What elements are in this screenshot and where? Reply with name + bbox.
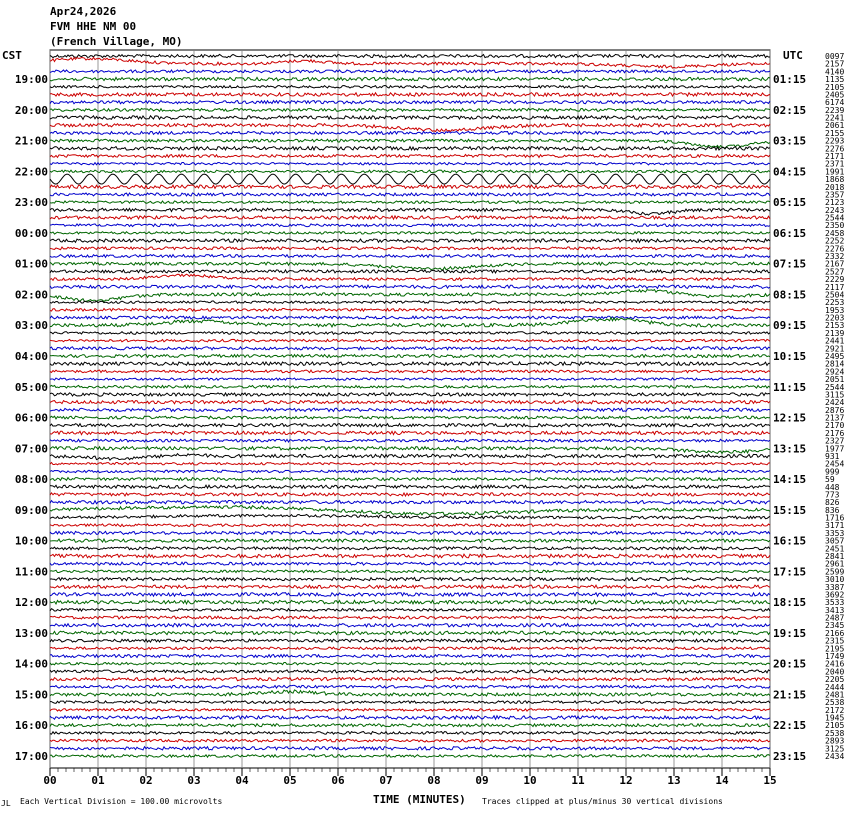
left-hour-label: 02:00	[14, 288, 48, 302]
left-hour-label: 20:00	[14, 103, 48, 117]
trace-60	[50, 514, 770, 519]
trace-rms-label: 4140	[825, 67, 845, 77]
x-tick-label: 07	[379, 774, 393, 787]
left-hour-label: 06:00	[14, 411, 48, 425]
left-hour-label: 17:00	[14, 750, 48, 763]
trace-25	[50, 247, 770, 250]
trace-rms-label: 2167	[825, 259, 845, 269]
trace-9	[50, 124, 770, 132]
trace-34	[50, 316, 770, 319]
x-tick-label: 00	[43, 774, 57, 787]
trace-rms-label: 1953	[825, 305, 845, 315]
trace-rms-label: 2332	[825, 252, 845, 261]
trace-63	[50, 539, 770, 542]
trace-6	[50, 101, 770, 104]
trace-14	[50, 163, 770, 165]
trace-rms-label: 2166	[825, 628, 845, 638]
trace-24	[50, 239, 770, 242]
right-hour-label: 23:15	[773, 750, 807, 763]
left-hour-label: 11:00	[14, 565, 48, 579]
trace-rms-label: 2253	[825, 298, 845, 308]
trace-58	[50, 501, 770, 504]
trace-rms-label: 3353	[825, 528, 845, 538]
trace-rms-label: 2153	[825, 321, 845, 331]
right-hour-label: 19:15	[773, 626, 807, 640]
left-timezone-label: CST	[2, 49, 22, 62]
trace-rms-label: 2544	[825, 382, 845, 392]
right-hour-label: 11:15	[773, 380, 807, 394]
trace-rms-label: 1135	[825, 75, 845, 85]
x-tick-label: 09	[475, 774, 489, 787]
trace-rms-label: 2117	[825, 282, 845, 292]
right-hour-label: 18:15	[773, 596, 807, 610]
trace-rms-label: 2051	[825, 375, 845, 385]
x-tick-label: 03	[187, 774, 201, 787]
trace-rms-label: 2061	[825, 121, 845, 131]
trace-57	[50, 493, 770, 496]
trace-rms-label: 2293	[825, 136, 845, 146]
trace-76	[50, 639, 770, 642]
header-location: (French Village, MO)	[50, 35, 183, 48]
trace-rms-label: 2157	[825, 59, 845, 69]
trace-62	[50, 531, 770, 534]
trace-16	[50, 174, 770, 184]
trace-61	[50, 524, 770, 527]
trace-rms-label: 2203	[825, 313, 845, 323]
trace-rms-label: 2276	[825, 144, 845, 154]
right-hour-label: 13:15	[773, 442, 807, 456]
trace-86	[50, 716, 770, 719]
trace-rms-label: 2170	[825, 421, 845, 431]
trace-rms-label: 59	[825, 475, 835, 485]
trace-rms-label: 1749	[825, 652, 845, 661]
trace-53	[50, 463, 770, 465]
trace-rms-label: 1945	[825, 713, 845, 723]
trace-12	[50, 147, 770, 150]
trace-31	[50, 290, 770, 302]
corner-mark: JL	[1, 799, 11, 808]
x-tick-label: 08	[427, 774, 441, 787]
trace-rms-label: 2441	[825, 336, 845, 346]
trace-rms-label: 2139	[825, 328, 845, 338]
trace-33	[50, 309, 770, 312]
left-hour-label: 04:00	[14, 350, 48, 363]
left-hour-label: 07:00	[14, 442, 48, 456]
trace-rms-label: 2172	[825, 705, 845, 715]
right-hour-label: 20:15	[773, 657, 807, 671]
trace-rms-label: 448	[825, 482, 840, 492]
trace-rms-label: 2893	[825, 736, 845, 746]
right-hour-label: 16:15	[773, 534, 807, 548]
trace-rms-label: 2451	[825, 544, 845, 554]
trace-28	[50, 270, 770, 273]
left-hour-label: 23:00	[14, 196, 48, 210]
trace-88	[50, 732, 770, 735]
trace-49	[50, 431, 770, 434]
trace-rms-label: 2599	[825, 567, 845, 577]
left-hour-label: 21:00	[14, 134, 48, 148]
trace-rms-label: 2544	[825, 213, 845, 223]
trace-rms-label: 2040	[825, 667, 845, 677]
trace-rms-label: 2876	[825, 405, 845, 415]
right-hour-label: 15:15	[773, 503, 807, 517]
trace-rms-label: 2416	[825, 659, 845, 669]
trace-rms-label: 2495	[825, 352, 845, 361]
trace-48	[50, 424, 770, 427]
trace-29	[50, 274, 770, 280]
trace-rms-label: 2405	[825, 90, 845, 100]
trace-77	[50, 647, 770, 650]
trace-rms-label: 2350	[825, 221, 845, 231]
trace-74	[50, 624, 770, 627]
left-hour-label: 10:00	[14, 534, 48, 548]
trace-87	[50, 724, 770, 727]
right-hour-label: 07:15	[773, 257, 807, 271]
trace-rms-label: 3413	[825, 605, 845, 615]
trace-rms-label: 2371	[825, 159, 845, 169]
trace-85	[50, 709, 770, 712]
trace-rms-label: 2195	[825, 644, 845, 654]
trace-21	[50, 216, 770, 219]
trace-rms-label: 2434	[825, 752, 845, 761]
trace-rms-label: 1977	[825, 444, 845, 454]
right-hour-label: 05:15	[773, 196, 807, 210]
right-hour-label: 04:15	[773, 165, 807, 179]
trace-71	[50, 600, 770, 604]
left-hour-label: 13:00	[14, 626, 48, 640]
x-tick-label: 01	[91, 774, 105, 787]
trace-44	[50, 393, 770, 396]
trace-rms-label: 2155	[825, 128, 845, 138]
x-tick-label: 14	[715, 774, 729, 787]
right-hour-label: 09:15	[773, 319, 807, 333]
trace-rms-label: 3115	[825, 390, 845, 400]
left-hour-label: 16:00	[14, 719, 48, 733]
trace-65	[50, 554, 770, 558]
trace-rms-label: 3010	[825, 575, 845, 585]
trace-rms-label: 2105	[825, 82, 845, 92]
trace-rms-label: 3533	[825, 598, 845, 608]
x-tick-label: 13	[667, 774, 681, 787]
trace-37	[50, 339, 770, 342]
right-hour-label: 12:15	[773, 411, 807, 425]
trace-23	[50, 232, 770, 234]
trace-rms-label: 0097	[825, 52, 845, 61]
left-hour-label: 08:00	[14, 473, 48, 487]
trace-rms-label: 2538	[825, 728, 845, 738]
x-tick-label: 11	[571, 774, 585, 787]
left-hour-label: 19:00	[14, 73, 48, 87]
trace-17	[50, 185, 770, 189]
right-hour-label: 14:15	[773, 473, 807, 487]
trace-rms-label: 2105	[825, 721, 845, 731]
trace-40	[50, 362, 770, 365]
trace-rms-label: 2527	[825, 267, 845, 277]
trace-38	[50, 347, 770, 350]
trace-52	[50, 454, 770, 461]
trace-rms-label: 2487	[825, 613, 845, 623]
trace-8	[50, 116, 770, 120]
trace-3	[50, 77, 770, 80]
trace-15	[50, 170, 770, 173]
trace-51	[50, 447, 770, 454]
right-hour-label: 21:15	[773, 688, 807, 702]
x-tick-label: 04	[235, 774, 249, 787]
trace-30	[50, 285, 770, 288]
trace-20	[50, 208, 770, 215]
trace-rms-label: 2961	[825, 559, 845, 569]
left-hour-label: 12:00	[14, 596, 48, 610]
trace-64	[50, 547, 770, 550]
right-hour-label: 06:15	[773, 226, 807, 240]
trace-75	[50, 631, 770, 635]
trace-10	[50, 131, 770, 134]
scale-note: Each Vertical Division = 100.00 microvolts	[20, 797, 223, 806]
trace-19	[50, 201, 770, 204]
right-hour-label: 01:15	[773, 73, 807, 87]
trace-45	[50, 401, 770, 404]
left-hour-label: 22:00	[14, 165, 48, 179]
trace-32	[50, 301, 770, 304]
x-tick-label: 06	[331, 774, 345, 787]
trace-68	[50, 578, 770, 581]
trace-rms-label: 2538	[825, 698, 845, 708]
trace-rms-label: 2229	[825, 275, 845, 285]
trace-rms-label: 2241	[825, 113, 845, 123]
clip-note: Traces clipped at plus/minus 30 vertical divisions	[482, 797, 723, 806]
trace-83	[50, 690, 770, 696]
trace-rms-label: 3057	[825, 536, 845, 546]
trace-67	[50, 570, 770, 573]
trace-5	[50, 93, 770, 97]
trace-42	[50, 378, 770, 380]
trace-rms-label: 826	[825, 498, 840, 508]
trace-78	[50, 654, 770, 657]
trace-rms-label: 2176	[825, 428, 845, 438]
trace-rms-label: 931	[825, 452, 840, 461]
trace-18	[50, 193, 770, 196]
trace-rms-label: 3692	[825, 590, 845, 600]
trace-rms-label: 2205	[825, 675, 845, 685]
trace-rms-label: 2357	[825, 190, 845, 200]
trace-rms-label: 2504	[825, 290, 845, 300]
trace-72	[50, 609, 770, 612]
trace-rms-label: 2276	[825, 244, 845, 254]
trace-rms-label: 2424	[825, 398, 845, 408]
trace-rms-label: 2481	[825, 690, 845, 700]
trace-rms-label: 2018	[825, 182, 845, 192]
trace-rms-label: 2454	[825, 459, 845, 469]
left-hour-label: 15:00	[14, 688, 48, 702]
trace-rms-label: 999	[825, 467, 840, 477]
trace-7	[50, 108, 770, 111]
trace-0	[50, 54, 770, 57]
trace-73	[50, 616, 770, 619]
left-hour-label: 14:00	[14, 657, 48, 671]
trace-rms-label: 3125	[825, 744, 845, 754]
x-tick-label: 15	[763, 774, 777, 787]
trace-rms-label: 1868	[825, 175, 845, 185]
trace-rms-label: 1716	[825, 513, 845, 523]
right-timezone-label: UTC	[783, 49, 803, 62]
right-hour-label: 02:15	[773, 103, 807, 117]
trace-55	[50, 478, 770, 481]
trace-54	[50, 470, 770, 473]
trace-91	[50, 755, 770, 758]
trace-70	[50, 593, 770, 597]
trace-rms-label: 2458	[825, 228, 845, 238]
trace-rms-label: 6174	[825, 98, 845, 108]
trace-27	[50, 262, 770, 270]
trace-56	[50, 485, 770, 488]
x-tick-label: 02	[139, 774, 153, 787]
trace-rms-label: 2123	[825, 198, 845, 208]
trace-rms-label: 2444	[825, 682, 845, 692]
trace-rms-label: 2921	[825, 344, 845, 354]
x-axis-label: TIME (MINUTES)	[373, 793, 466, 806]
trace-rms-label: 773	[825, 490, 840, 500]
trace-rms-label: 2841	[825, 552, 845, 561]
left-hour-label: 03:00	[14, 319, 48, 333]
trace-rms-label: 3171	[825, 521, 845, 531]
trace-50	[50, 439, 770, 442]
trace-69	[50, 585, 770, 588]
trace-rms-label: 2924	[825, 367, 845, 377]
trace-36	[50, 332, 770, 335]
x-tick-label: 10	[523, 774, 537, 787]
trace-43	[50, 385, 770, 388]
trace-81	[50, 678, 770, 681]
trace-rms-label: 1991	[825, 167, 845, 177]
trace-35	[50, 318, 770, 328]
trace-84	[50, 701, 770, 704]
trace-41	[50, 370, 770, 373]
left-hour-label: 09:00	[14, 503, 48, 517]
right-hour-label: 17:15	[773, 565, 807, 579]
trace-39	[50, 355, 770, 358]
right-hour-label: 22:15	[773, 719, 807, 733]
trace-rms-label: 836	[825, 505, 840, 515]
header-station: FVM HHE NM 00	[50, 20, 137, 33]
trace-26	[50, 255, 770, 258]
trace-46	[50, 408, 770, 411]
right-hour-label: 10:15	[773, 350, 807, 363]
trace-rms-label: 2252	[825, 236, 845, 246]
trace-4	[50, 86, 770, 89]
trace-82	[50, 685, 770, 688]
trace-66	[50, 562, 770, 565]
trace-rms-label: 3387	[825, 582, 845, 592]
x-tick-label: 12	[619, 774, 633, 787]
right-hour-label: 03:15	[773, 134, 807, 148]
trace-rms-label: 2327	[825, 436, 845, 446]
trace-1	[50, 58, 770, 69]
trace-rms-label: 2315	[825, 636, 845, 646]
x-tick-label: 05	[283, 774, 297, 787]
trace-13	[50, 155, 770, 158]
trace-rms-label: 2345	[825, 621, 845, 631]
left-hour-label: 00:00	[14, 226, 48, 240]
trace-rms-label: 2171	[825, 152, 845, 161]
trace-rms-label: 2137	[825, 413, 845, 423]
trace-59	[50, 506, 770, 516]
trace-47	[50, 416, 770, 419]
left-hour-label: 05:00	[14, 380, 48, 394]
trace-79	[50, 663, 770, 665]
trace-22	[50, 224, 770, 227]
trace-80	[50, 670, 770, 673]
trace-90	[50, 747, 770, 750]
trace-rms-label: 2243	[825, 205, 845, 215]
trace-rms-label: 2239	[825, 105, 845, 115]
trace-89	[50, 739, 770, 742]
right-hour-label: 08:15	[773, 288, 807, 302]
trace-2	[50, 70, 770, 73]
trace-rms-label: 2814	[825, 359, 845, 369]
left-hour-label: 01:00	[14, 257, 48, 271]
header-date: Apr24,2026	[50, 5, 117, 18]
